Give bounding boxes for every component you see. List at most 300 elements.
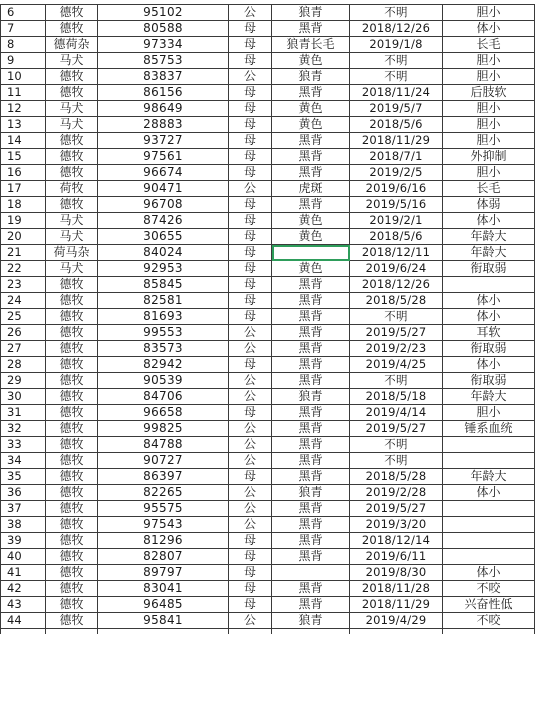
- row-index-cell[interactable]: 37: [1, 501, 46, 517]
- row-index-cell[interactable]: 36: [1, 485, 46, 501]
- birth-date-cell[interactable]: 2018/11/28: [350, 581, 443, 597]
- row-index-cell[interactable]: 42: [1, 581, 46, 597]
- row-index-cell[interactable]: 27: [1, 341, 46, 357]
- sex-cell[interactable]: 母: [229, 53, 272, 69]
- birth-date-cell[interactable]: 2019/1/8: [350, 37, 443, 53]
- id-cell[interactable]: 85753: [98, 53, 229, 69]
- color-cell[interactable]: 黑背: [272, 597, 350, 613]
- breed-cell[interactable]: 德牧: [46, 533, 98, 549]
- birth-date-cell[interactable]: 2018/12/26: [350, 21, 443, 37]
- birth-date-cell[interactable]: 2019/4/14: [350, 405, 443, 421]
- sex-cell[interactable]: 公: [229, 517, 272, 533]
- note-cell[interactable]: 体小: [443, 357, 535, 373]
- table-row: [1, 85, 535, 101]
- breed-cell[interactable]: 德牧: [46, 133, 98, 149]
- note-cell[interactable]: 不咬: [443, 613, 535, 629]
- breed-cell[interactable]: 德牧: [46, 357, 98, 373]
- color-cell[interactable]: 狼青: [272, 69, 350, 85]
- color-cell[interactable]: 黑背: [272, 21, 350, 37]
- note-cell[interactable]: [443, 517, 535, 533]
- table-body: [1, 5, 535, 635]
- row-index-cell[interactable]: 13: [1, 117, 46, 133]
- row-index-cell[interactable]: 32: [1, 421, 46, 437]
- sex-cell[interactable]: 公: [229, 181, 272, 197]
- breed-cell[interactable]: 德牧: [46, 485, 98, 501]
- birth-date-cell[interactable]: 2018/11/24: [350, 85, 443, 101]
- sex-cell[interactable]: 母: [229, 165, 272, 181]
- note-cell[interactable]: 胆小: [443, 405, 535, 421]
- breed-cell[interactable]: 德牧: [46, 613, 98, 629]
- color-cell[interactable]: 黑背: [272, 469, 350, 485]
- note-cell[interactable]: 体弱: [443, 197, 535, 213]
- color-cell[interactable]: 黑背: [272, 133, 350, 149]
- note-cell[interactable]: 年龄大: [443, 389, 535, 405]
- color-cell[interactable]: 黑背: [272, 517, 350, 533]
- note-cell[interactable]: 体小: [443, 21, 535, 37]
- id-cell[interactable]: 86397: [98, 469, 229, 485]
- sex-cell[interactable]: 母: [229, 117, 272, 133]
- id-cell[interactable]: 92953: [98, 261, 229, 277]
- breed-cell[interactable]: 德牧: [46, 197, 98, 213]
- breed-cell[interactable]: 马犬: [46, 101, 98, 117]
- id-cell[interactable]: 99825: [98, 421, 229, 437]
- id-cell[interactable]: 85845: [98, 277, 229, 293]
- sex-cell[interactable]: 母: [229, 581, 272, 597]
- color-cell[interactable]: 狼青: [272, 613, 350, 629]
- id-cell[interactable]: 96485: [98, 597, 229, 613]
- id-cell: [98, 629, 229, 635]
- id-cell[interactable]: 99553: [98, 325, 229, 341]
- birth-date-cell[interactable]: 2019/2/23: [350, 341, 443, 357]
- row-index-cell[interactable]: 28: [1, 357, 46, 373]
- note-cell[interactable]: 年龄大: [443, 229, 535, 245]
- id-cell[interactable]: 90727: [98, 453, 229, 469]
- color-cell[interactable]: 黑背: [272, 277, 350, 293]
- id-cell[interactable]: 82265: [98, 485, 229, 501]
- note-cell[interactable]: 年龄大: [443, 245, 535, 261]
- sex-cell[interactable]: 母: [229, 565, 272, 581]
- row-index-cell[interactable]: 25: [1, 309, 46, 325]
- breed-cell[interactable]: 德牧: [46, 69, 98, 85]
- birth-date-cell[interactable]: 2018/5/6: [350, 117, 443, 133]
- note-cell[interactable]: 体小: [443, 485, 535, 501]
- note-cell[interactable]: [443, 533, 535, 549]
- birth-date-cell[interactable]: 2018/5/28: [350, 469, 443, 485]
- birth-date-cell[interactable]: 不明: [350, 437, 443, 453]
- row-index-cell[interactable]: 15: [1, 149, 46, 165]
- birth-date-cell[interactable]: 2019/4/25: [350, 357, 443, 373]
- note-cell[interactable]: 耳软: [443, 325, 535, 341]
- birth-date-cell[interactable]: 2019/2/1: [350, 213, 443, 229]
- color-cell[interactable]: 黑背: [272, 533, 350, 549]
- id-cell[interactable]: 86156: [98, 85, 229, 101]
- breed-cell[interactable]: 荷马杂: [46, 245, 98, 261]
- sex-cell[interactable]: 母: [229, 101, 272, 117]
- birth-date-cell[interactable]: 2019/2/28: [350, 485, 443, 501]
- row-index-cell[interactable]: 29: [1, 373, 46, 389]
- table-row: [1, 597, 535, 613]
- color-cell[interactable]: 黑背: [272, 501, 350, 517]
- id-cell[interactable]: 84024: [98, 245, 229, 261]
- row-index-cell[interactable]: 40: [1, 549, 46, 565]
- color-cell[interactable]: 黑背: [272, 581, 350, 597]
- table-row: [1, 373, 535, 389]
- sex-cell[interactable]: 公: [229, 421, 272, 437]
- row-index-cell[interactable]: 34: [1, 453, 46, 469]
- sex-cell[interactable]: 公: [229, 501, 272, 517]
- breed-cell[interactable]: 马犬: [46, 117, 98, 133]
- note-cell[interactable]: 长毛: [443, 37, 535, 53]
- birth-date-cell[interactable]: 2018/12/26: [350, 277, 443, 293]
- table-row: [1, 293, 535, 309]
- birth-date-cell[interactable]: 不明: [350, 373, 443, 389]
- sex-cell[interactable]: 母: [229, 21, 272, 37]
- id-cell[interactable]: 95841: [98, 613, 229, 629]
- table-row: [1, 245, 535, 261]
- row-index-cell[interactable]: 19: [1, 213, 46, 229]
- id-cell[interactable]: 81296: [98, 533, 229, 549]
- sex-cell[interactable]: 公: [229, 389, 272, 405]
- birth-date-cell[interactable]: 2019/6/11: [350, 549, 443, 565]
- birth-date-cell[interactable]: 2018/7/1: [350, 149, 443, 165]
- id-cell[interactable]: 96658: [98, 405, 229, 421]
- id-cell[interactable]: 84706: [98, 389, 229, 405]
- table-row: [1, 21, 535, 37]
- sex-cell[interactable]: 公: [229, 373, 272, 389]
- sex-cell[interactable]: 母: [229, 197, 272, 213]
- sex-cell[interactable]: 母: [229, 37, 272, 53]
- color-cell[interactable]: 黑背: [272, 85, 350, 101]
- table-row: [1, 357, 535, 373]
- birth-date-cell[interactable]: 2018/12/11: [350, 245, 443, 261]
- birth-date-cell[interactable]: 2019/2/5: [350, 165, 443, 181]
- breed-cell[interactable]: 德牧: [46, 453, 98, 469]
- sex-cell[interactable]: 母: [229, 309, 272, 325]
- birth-date-cell[interactable]: 2019/4/29: [350, 613, 443, 629]
- id-cell[interactable]: 81693: [98, 309, 229, 325]
- row-index-cell[interactable]: 38: [1, 517, 46, 533]
- row-index-cell[interactable]: 39: [1, 533, 46, 549]
- id-cell[interactable]: 90471: [98, 181, 229, 197]
- breed-cell[interactable]: 德牧: [46, 597, 98, 613]
- note-cell[interactable]: 长毛: [443, 181, 535, 197]
- color-cell[interactable]: 黑背: [272, 149, 350, 165]
- breed-cell[interactable]: 德牧: [46, 373, 98, 389]
- row-index-cell[interactable]: 12: [1, 101, 46, 117]
- row-index-cell[interactable]: 9: [1, 53, 46, 69]
- id-cell[interactable]: 97334: [98, 37, 229, 53]
- sex-cell[interactable]: 母: [229, 149, 272, 165]
- breed-cell[interactable]: 德牧: [46, 149, 98, 165]
- color-cell[interactable]: 虎斑: [272, 181, 350, 197]
- breed-cell[interactable]: 德牧: [46, 517, 98, 533]
- color-cell[interactable]: 狼青: [272, 5, 350, 21]
- birth-date-cell[interactable]: 2018/12/14: [350, 533, 443, 549]
- note-cell[interactable]: [443, 549, 535, 565]
- id-cell[interactable]: 96674: [98, 165, 229, 181]
- table-row: [1, 469, 535, 485]
- breed-cell[interactable]: 德荷杂: [46, 37, 98, 53]
- table-row: [1, 213, 535, 229]
- row-index-cell: [1, 629, 46, 635]
- breed-cell[interactable]: 德牧: [46, 389, 98, 405]
- color-cell[interactable]: 黑背: [272, 325, 350, 341]
- breed-cell[interactable]: 德牧: [46, 293, 98, 309]
- birth-date-cell[interactable]: 2019/5/27: [350, 325, 443, 341]
- color-cell[interactable]: 黄色: [272, 213, 350, 229]
- row-index-cell[interactable]: 26: [1, 325, 46, 341]
- sex-cell[interactable]: 公: [229, 325, 272, 341]
- breed-cell[interactable]: 德牧: [46, 565, 98, 581]
- row-index-cell[interactable]: 24: [1, 293, 46, 309]
- sex-cell[interactable]: 母: [229, 277, 272, 293]
- breed-cell[interactable]: 马犬: [46, 229, 98, 245]
- sex-cell[interactable]: 母: [229, 133, 272, 149]
- color-cell[interactable]: [272, 245, 350, 261]
- row-index-cell[interactable]: 6: [1, 5, 46, 21]
- breed-cell[interactable]: 德牧: [46, 469, 98, 485]
- note-cell[interactable]: 胆小: [443, 117, 535, 133]
- table-row: [1, 69, 535, 85]
- row-index-cell[interactable]: 11: [1, 85, 46, 101]
- id-cell[interactable]: 95575: [98, 501, 229, 517]
- sex-cell[interactable]: 母: [229, 549, 272, 565]
- note-cell[interactable]: 胆小: [443, 53, 535, 69]
- row-index-cell[interactable]: 20: [1, 229, 46, 245]
- sex-cell[interactable]: 公: [229, 341, 272, 357]
- sex-cell[interactable]: 公: [229, 453, 272, 469]
- birth-date-cell[interactable]: 2019/8/30: [350, 565, 443, 581]
- breed-cell[interactable]: 德牧: [46, 581, 98, 597]
- color-cell[interactable]: 狼青: [272, 485, 350, 501]
- birth-date-cell[interactable]: 不明: [350, 5, 443, 21]
- breed-cell[interactable]: 德牧: [46, 21, 98, 37]
- birth-date-cell[interactable]: 2019/5/16: [350, 197, 443, 213]
- table-row: [1, 197, 535, 213]
- sex-cell[interactable]: 母: [229, 469, 272, 485]
- sex-cell[interactable]: 母: [229, 261, 272, 277]
- birth-date-cell[interactable]: 2018/11/29: [350, 133, 443, 149]
- color-cell[interactable]: 黑背: [272, 309, 350, 325]
- id-cell[interactable]: 82807: [98, 549, 229, 565]
- birth-date-cell[interactable]: 2019/6/16: [350, 181, 443, 197]
- note-cell[interactable]: 胆小: [443, 133, 535, 149]
- id-cell[interactable]: 83041: [98, 581, 229, 597]
- table-row: [1, 117, 535, 133]
- id-cell[interactable]: 82581: [98, 293, 229, 309]
- note-cell[interactable]: 胆小: [443, 5, 535, 21]
- note-cell[interactable]: 后肢软: [443, 85, 535, 101]
- color-cell: [272, 629, 350, 635]
- table-row: [1, 533, 535, 549]
- color-cell[interactable]: 黄色: [272, 229, 350, 245]
- table-row: [1, 517, 535, 533]
- breed-cell[interactable]: 德牧: [46, 341, 98, 357]
- birth-date-cell[interactable]: 不明: [350, 453, 443, 469]
- sex-cell[interactable]: 母: [229, 597, 272, 613]
- row-index-cell[interactable]: 16: [1, 165, 46, 181]
- breed-cell[interactable]: 德牧: [46, 549, 98, 565]
- id-cell[interactable]: 82942: [98, 357, 229, 373]
- birth-date-cell[interactable]: 2018/5/6: [350, 229, 443, 245]
- id-cell[interactable]: 96708: [98, 197, 229, 213]
- color-cell[interactable]: 黑背: [272, 197, 350, 213]
- id-cell[interactable]: 93727: [98, 133, 229, 149]
- color-cell[interactable]: 黑背: [272, 453, 350, 469]
- breed-cell[interactable]: 马犬: [46, 261, 98, 277]
- color-cell[interactable]: 黑背: [272, 357, 350, 373]
- color-cell[interactable]: 黑背: [272, 293, 350, 309]
- color-cell[interactable]: 黄色: [272, 261, 350, 277]
- note-cell[interactable]: 年龄大: [443, 469, 535, 485]
- id-cell[interactable]: 83837: [98, 69, 229, 85]
- note-cell[interactable]: 兴奋性低: [443, 597, 535, 613]
- birth-date-cell[interactable]: 2018/5/28: [350, 293, 443, 309]
- breed-cell[interactable]: 马犬: [46, 53, 98, 69]
- note-cell[interactable]: 锤系血统: [443, 421, 535, 437]
- id-cell[interactable]: 83573: [98, 341, 229, 357]
- note-cell[interactable]: 胆小: [443, 69, 535, 85]
- id-cell[interactable]: 80588: [98, 21, 229, 37]
- row-index-cell[interactable]: 8: [1, 37, 46, 53]
- id-cell[interactable]: 28883: [98, 117, 229, 133]
- row-index-cell[interactable]: 35: [1, 469, 46, 485]
- row-index-cell[interactable]: 23: [1, 277, 46, 293]
- id-cell[interactable]: 30655: [98, 229, 229, 245]
- id-cell[interactable]: 89797: [98, 565, 229, 581]
- sex-cell[interactable]: 母: [229, 85, 272, 101]
- row-index-cell[interactable]: 22: [1, 261, 46, 277]
- table-row: [1, 133, 535, 149]
- table-row: [1, 581, 535, 597]
- breed-cell[interactable]: 德牧: [46, 421, 98, 437]
- breed-cell[interactable]: 德牧: [46, 5, 98, 21]
- sex-cell[interactable]: 公: [229, 437, 272, 453]
- note-cell[interactable]: 外抑制: [443, 149, 535, 165]
- sex-cell[interactable]: 公: [229, 613, 272, 629]
- note-cell[interactable]: 体小: [443, 293, 535, 309]
- sex-cell[interactable]: 母: [229, 357, 272, 373]
- row-index-cell[interactable]: 41: [1, 565, 46, 581]
- row-index-cell[interactable]: 10: [1, 69, 46, 85]
- id-cell[interactable]: 97543: [98, 517, 229, 533]
- table-row: [1, 629, 535, 635]
- sex-cell[interactable]: 母: [229, 405, 272, 421]
- color-cell[interactable]: 黑背: [272, 165, 350, 181]
- sex-cell[interactable]: 母: [229, 293, 272, 309]
- row-index-cell[interactable]: 30: [1, 389, 46, 405]
- color-cell[interactable]: 黑背: [272, 421, 350, 437]
- color-cell[interactable]: 黑背: [272, 341, 350, 357]
- id-cell[interactable]: 95102: [98, 5, 229, 21]
- breed-cell[interactable]: 德牧: [46, 165, 98, 181]
- note-cell[interactable]: 体小: [443, 213, 535, 229]
- color-cell[interactable]: 黄色: [272, 53, 350, 69]
- color-cell[interactable]: 狼青: [272, 389, 350, 405]
- id-cell[interactable]: 97561: [98, 149, 229, 165]
- row-index-cell[interactable]: 18: [1, 197, 46, 213]
- birth-date-cell[interactable]: 2018/5/18: [350, 389, 443, 405]
- spreadsheet-table: [0, 4, 535, 634]
- note-cell[interactable]: 衔取弱: [443, 261, 535, 277]
- color-cell[interactable]: 狼青长毛: [272, 37, 350, 53]
- birth-date-cell[interactable]: 2019/3/20: [350, 517, 443, 533]
- row-index-cell[interactable]: 14: [1, 133, 46, 149]
- breed-cell[interactable]: 德牧: [46, 85, 98, 101]
- color-cell[interactable]: 黑背: [272, 549, 350, 565]
- row-index-cell[interactable]: 33: [1, 437, 46, 453]
- color-cell[interactable]: 黄色: [272, 101, 350, 117]
- table-row: [1, 101, 535, 117]
- sex-cell[interactable]: 公: [229, 5, 272, 21]
- birth-date-cell[interactable]: 不明: [350, 69, 443, 85]
- note-cell[interactable]: [443, 277, 535, 293]
- sex-cell[interactable]: 公: [229, 69, 272, 85]
- table-row: [1, 565, 535, 581]
- sex-cell[interactable]: 母: [229, 213, 272, 229]
- note-cell[interactable]: 不咬: [443, 581, 535, 597]
- breed-cell[interactable]: 德牧: [46, 405, 98, 421]
- birth-date-cell[interactable]: 2019/5/7: [350, 101, 443, 117]
- table-row: [1, 341, 535, 357]
- breed-cell[interactable]: 马犬: [46, 213, 98, 229]
- birth-date-cell[interactable]: 2019/5/27: [350, 501, 443, 517]
- birth-date-cell[interactable]: 2019/5/27: [350, 421, 443, 437]
- row-index-cell[interactable]: 21: [1, 245, 46, 261]
- birth-date-cell[interactable]: 2019/6/24: [350, 261, 443, 277]
- note-cell[interactable]: 体小: [443, 309, 535, 325]
- breed-cell[interactable]: 德牧: [46, 437, 98, 453]
- breed-cell[interactable]: 荷牧: [46, 181, 98, 197]
- sex-cell[interactable]: 母: [229, 229, 272, 245]
- note-cell[interactable]: [443, 453, 535, 469]
- id-cell[interactable]: 98649: [98, 101, 229, 117]
- color-cell[interactable]: 黑背: [272, 405, 350, 421]
- row-index-cell[interactable]: 44: [1, 613, 46, 629]
- birth-date-cell[interactable]: 不明: [350, 309, 443, 325]
- sex-cell[interactable]: 母: [229, 533, 272, 549]
- sex-cell[interactable]: 母: [229, 245, 272, 261]
- id-cell[interactable]: 90539: [98, 373, 229, 389]
- note-cell[interactable]: 胆小: [443, 165, 535, 181]
- birth-date-cell[interactable]: 不明: [350, 53, 443, 69]
- birth-date-cell[interactable]: 2018/11/29: [350, 597, 443, 613]
- note-cell[interactable]: [443, 437, 535, 453]
- sex-cell[interactable]: 公: [229, 485, 272, 501]
- row-index-cell[interactable]: 17: [1, 181, 46, 197]
- table-row: [1, 53, 535, 69]
- breed-cell[interactable]: 德牧: [46, 309, 98, 325]
- row-index-cell[interactable]: 31: [1, 405, 46, 421]
- note-cell[interactable]: 体小: [443, 565, 535, 581]
- note-cell[interactable]: 衔取弱: [443, 341, 535, 357]
- color-cell[interactable]: [272, 565, 350, 581]
- color-cell[interactable]: 黑背: [272, 437, 350, 453]
- note-cell[interactable]: 衔取弱: [443, 373, 535, 389]
- note-cell[interactable]: 胆小: [443, 101, 535, 117]
- id-cell[interactable]: 87426: [98, 213, 229, 229]
- row-index-cell[interactable]: 43: [1, 597, 46, 613]
- breed-cell[interactable]: 德牧: [46, 325, 98, 341]
- color-cell[interactable]: 黄色: [272, 117, 350, 133]
- table-row: [1, 421, 535, 437]
- breed-cell[interactable]: 德牧: [46, 501, 98, 517]
- breed-cell[interactable]: 德牧: [46, 277, 98, 293]
- row-index-cell[interactable]: 7: [1, 21, 46, 37]
- color-cell[interactable]: 黑背: [272, 373, 350, 389]
- id-cell[interactable]: 84788: [98, 437, 229, 453]
- note-cell[interactable]: [443, 501, 535, 517]
